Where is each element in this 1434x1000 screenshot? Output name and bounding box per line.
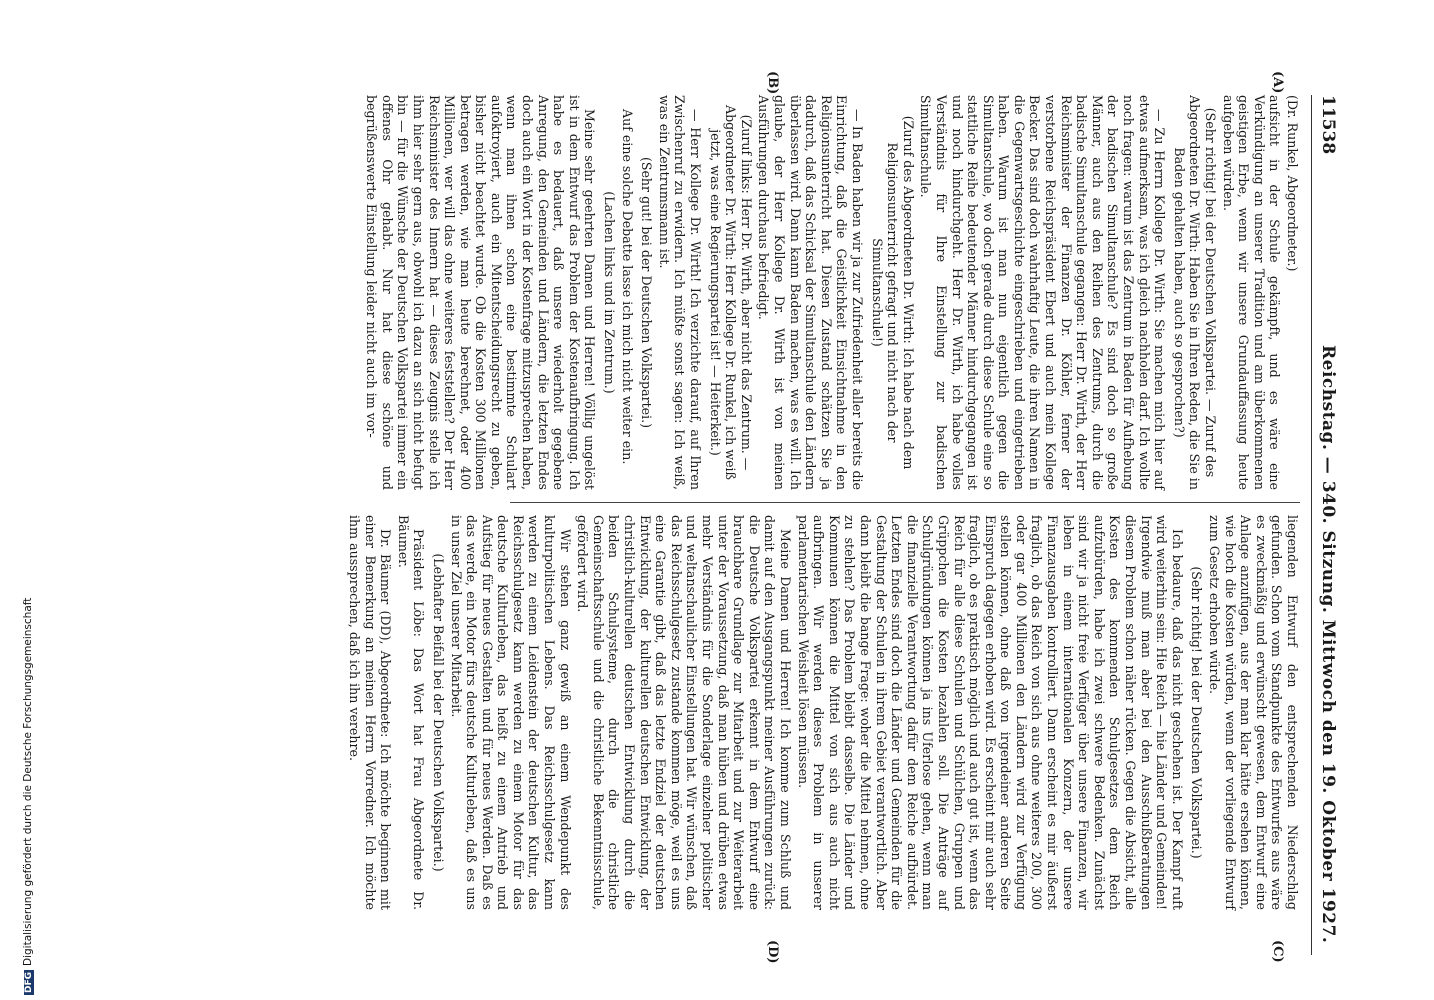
paragraph: — In Baden haben wir ja zur Zufriedenheit aller bereits die Einrichtung, daß die Geistlichkeit Einsichtnahme in den Religionsunterricht hat. Diesen Zustand schätzen Sie ja dadurch, daß das Schicksal der Simultanschule den Ländern überlassen wird. Dann kann Baden machen, was es will. Ich glaube, der Herr Kollege Dr. Wirth ist von meinen Ausführungen durchaus befriedigt. [756,95,865,490]
column-divider [510,502,1300,503]
interjection: (Sehr richtig! bei der Deutschen Volkspartei.) [1189,566,1205,859]
margin-letter-b: (B) [765,71,780,95]
footer-text: Digitalisierung gefördert durch die Deutsche Forschungsgemeinschaft [22,597,34,966]
margin-letter-d: (D) [765,940,780,964]
interjection: (Zuruf links: Herr Dr. Wirth, aber nicht das Zentrum. — Abgeordneter Dr. Wirth: Herr Kollege Dr. Runkel, ich weiß jetzt, was eine Regierungspartei ist! — Heiterkeit.) [707,105,754,480]
paragraph: Ich bedaure, daß das nicht geschehen ist. Der Kampf ruft wird weiterhin sein: Hie Reich — hie Länder und Gemeinden! Irgendwie muß man aber bei den Ausschußberatungen diesem Problem schon näher rücken. Gegen die Absicht, alle Kosten des kommenden Schulgesetzes dem Reich aufzubürden, habe ich zwei schwere Bedenken. Zunächst sind wir ja nicht freie Verfüger über unsere Finanzen, wir leben in einem internationalen Konzern, der unsere Finanzausgaben kontrolliert. Dann erscheint es mir äußerst fraglich, ob das Reich von sich aus ohne weiteres 200, 300 oder gar 400 Millionen den Ländern wird zur Verfügung stellen können, ohne daß von irgendeiner anderen Seite Einspruch dagegen erhoben wird. Es erscheint mir auch sehr fraglich, ob es praktisch möglich und auch gut ist, wenn das Reich für alle diese Schulen und Schülchen, Gruppen und Grüppchen die Kosten bezahlen soll. Die Anträge auf Schulgründungen können ja ins Uferlose gehen, wenn man die finanzielle Verantwortung dafür dem Reiche aufbürdet. Letzten Endes sind doch die Länder und Gemeinden für die Gestaltung der Schulen in ihrem Gebiet verantwortlich. Aber dann bleibt die bange Frage: woher die Mittel nehmen, ohne zu stehlen? Das Problem bleibt dasselbe. Die Länder und Kommunen können die Mittel von sich aus auch nicht aufbringen. Wir werden dieses Problem in unserer parlamentarischen Weisheit lösen müssen. [795,515,1185,910]
paragraph: aufsicht in der Schule gekämpft, und es wäre eine Verkündigung an unserer Tradition und am überkommenen geistigen Erbe, wenn wir unsere Grundauffassung heute aufgeben würden. [1220,95,1283,490]
digitization-footer [22,598,34,995]
paragraph: Meine Damen und Herren! Ich komme zum Schluß und damit auf den Ausgangspunkt meiner Ausführungen zurück: die Deutsche Volkspartei erkennt in dem Entwurf eine brauchbare Grundlage zur Mitarbeit und zur Weiterarbeit unter der Voraussetzung, daß man hüben und drüben etwas mehr Verständnis für die Sonderlage einzelner politischer und weltanschaulicher Einstellungen hat. Wir wünschen, daß das Reichsschulgesetz zustande kommen möge, weil es uns eine Garantie gibt, daß das letzte Endziel der deutschen Entwicklung, der kulturellen deutschen Entwicklung, der christlich-kulturellen deutschen Entwicklung durch die beiden Schulsysteme, durch die christliche Gemeinschaftsschule und die christliche Bekenntnisschule, gefördert wird. [575,515,793,910]
speaker-attribution: (Dr. Runkel, Abgeordneter.) [1285,95,1300,272]
header-rule [1311,95,1312,955]
margin-letter-a: (A) [1270,71,1285,94]
interjection: (Lachen links und im Zentrum.) [602,191,618,394]
interjection: (Sehr richtig! bei der Deutschen Volkspartei. — Zuruf des Abgeordneten Dr. Wirth: Haben Sie in Ihren Reden, die Sie in Baden gehalten haben, auch so gesprochen?) [1171,95,1219,490]
paragraph: Auf eine solche Debatte lasse ich mich nicht weiter ein. [619,109,635,465]
margin-letter-c: (C) [1270,940,1285,963]
president-statement: Präsident Löbe: Das Wort hat Frau Abgeordnete Dr. Bäumer. [395,515,427,910]
paragraph: liegenden Entwurf den entsprechenden Niederschlag gefunden. Schon vom Standpunkte des Entwurfes aus wäre es zweckmäßig und erwünscht gewesen, dem Entwurf eine Anlage anzufügen, aus der man klar hätte ersehen können, wie hoch die Kosten würden, wenn der vorliegende Entwurf zum Gesetz erhoben würde. [1207,515,1300,910]
left-column [362,95,1300,490]
paragraph: Meine sehr geehrten Damen und Herren! Völlig ungelöst ist in dem Entwurf das Problem der Kostenaufbringung. Ich habe es bedauert, daß unsere wiederholt gegebene Anregung, den Gemeinden und Ländern, die letzten Endes doch auch ein Wort in der Kostenfrage mitzusprechen haben, wenn man ihnen schon eine bestimmte Schulart aufoktroyiert, auch ein Mitentscheidungsrecht zu geben, bisher nicht beachtet wurde. Ob die Kosten 300 Millionen betragen werden, wie man heute berechnet, oder 400 Millionen, wer will das ohne weiteres feststellen? Der Herr Reichsminister des Innern hat — dieses Zeugnis stelle ich ihm hier sehr gern aus, obwohl ich dazu an sich nicht befugt bin — für die Wünsche der Deutschen Volkspartei immer ein offenes Ohr gehabt. Nur hat diese schöne und begrüßenswerte Einstellung leider nicht auch im vor- [364,95,598,490]
paragraph: Wir stehen ganz gewiß an einem Wendepunkt des kulturpolitischen Lebens. Das Reichsschulgesetz kann werden zu einem Leidenstein der deutschen Kultur, das Reichsschulgesetz kann werden zu einem Motor für das deutsche Kulturleben, das heißt zu einem Antrieb und Aufstieg für neues Gestalten und für neues Werden. Daß es das werde, ein Motor fürs deutsche Kulturleben, daß es uns in unser Ziel unserer Mitarbeit. [448,515,573,910]
paragraph: Dr. Bäumer (DD), Abgeordnete: Ich möchte beginnen mit einer Bemerkung an meinen Herrn Vorredner. Ich möchte ihm aussprechen, daß ich ihn verehre. [346,515,394,910]
rotated-page [110,71,1340,964]
interjection: (Zuruf des Abgeordneten Dr. Wirth: Ich habe nach dem Religionsunterricht gefragt und nicht nach der Simultanschule!) [869,115,916,470]
paragraph: — Herr Kollege Dr. Wirth! Ich verzichte darauf, auf Ihren Zwischenruf zu erwidern. Ich müßte sonst sagen: Ich weiß, was ein Zentrumsmann ist. [656,95,704,490]
page-number: 11538 [1318,95,1338,155]
interjection: (Sehr gut! bei der Deutschen Volkspartei.) [639,156,655,429]
interjection: (Lebhafter Beifall bei der Deutschen Volkspartei.) [430,553,446,872]
page-title: Reichstag. — 340. Sitzung. Mittwoch den 19. Oktober 1927. [1318,345,1338,944]
dfg-logo: DFG [24,971,34,993]
page-header [1310,95,1340,955]
paragraph: — Zu Herrn Kollege Dr. Wirth: Sie machen mich hier auf etwas aufmerksam, was ich gleich nachholen darf. Ich wollte noch fragen: warum ist das Zentrum in Baden für Aufhebung der badischen Simultanschule? Es sind doch so große Männer, auch aus den Reihen des Zentrums, durch die badische Simultanschule gegangen: Herr Dr. Wirth, der Herr Reichsminister der Finanzen Dr. Köhler, ferner der verstorbene Reichspräsident Ebert und auch mein Kollege Becker. Das sind doch wahrhaftig Leute, die ihren Namen in die Gegenwartsgeschichte eingeschrieben und eingetrieben haben. Warum ist man nun eigentlich gegen die Simultanschule, wo doch gerade durch diese Schule eine so stattliche Reihe bedeutender Männer hindurchgegangen ist und noch hindurchgeht. Herr Dr. Wirth, ich habe volles Verständnis für Ihre Einstellung zur badischen Simultanschule. [918,95,1168,490]
right-column [344,515,1300,910]
